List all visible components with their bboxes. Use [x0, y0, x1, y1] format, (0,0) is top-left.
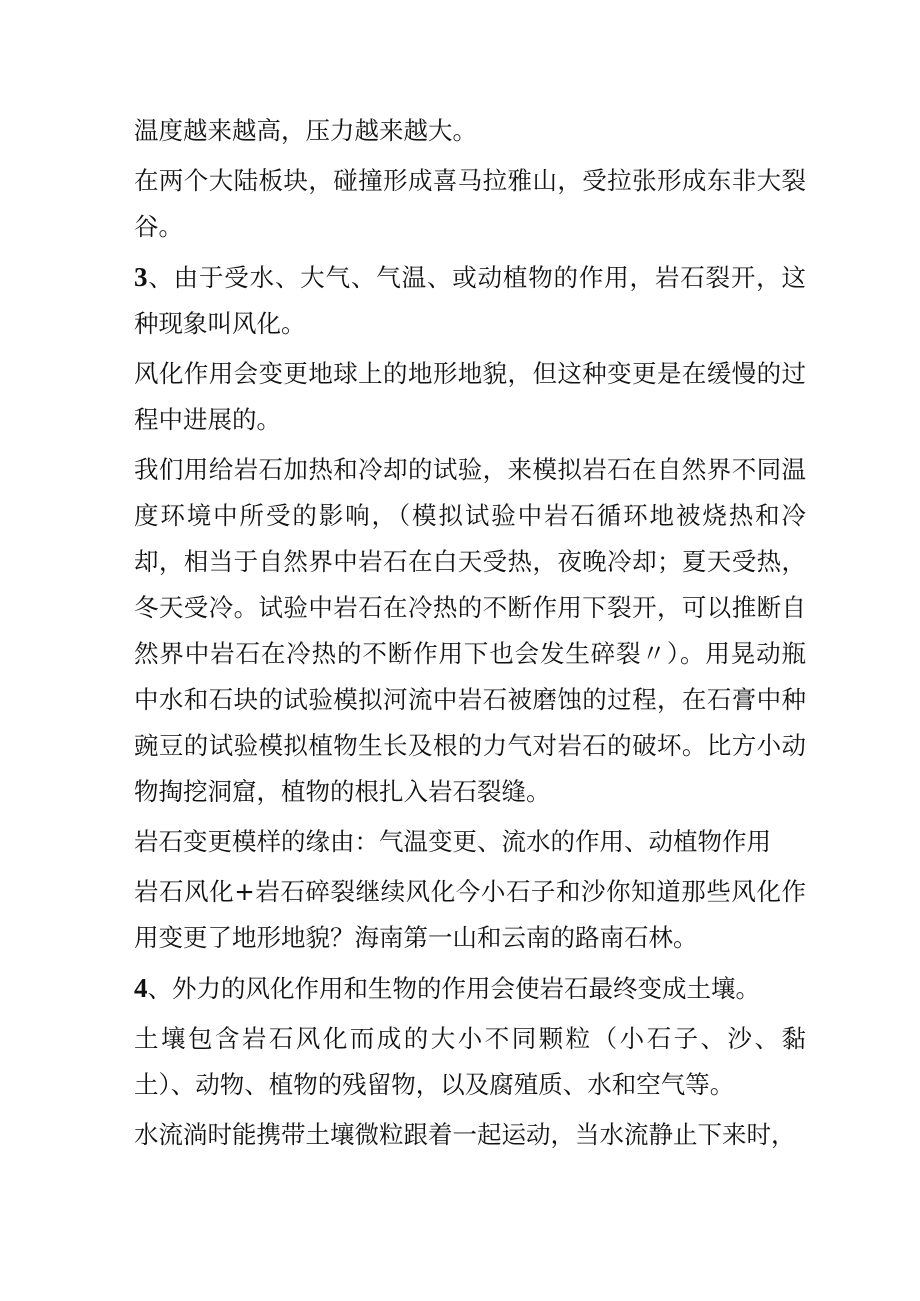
paragraph-2-text: 在两个大陆板块，碰撞形成喜马拉雅山，受拉张形成东非大裂谷。 — [134, 166, 806, 241]
paragraph-10-text: 水流淌时能携带土壤微粒跟着一起运动，当水流静止下来时， — [134, 1120, 796, 1149]
paragraph-4-text: 风化作用会变更地球上的地形地貌，但这种变更是在缓慢的过程中进展的。 — [134, 359, 806, 434]
paragraph-5 — [134, 447, 806, 815]
paragraph-8-text: 、外力的风化作用和生物的作用会使岩石最终变成土壤。 — [147, 974, 760, 1003]
paragraph-3-text: 、由于受水、大气、气温、或动植物的作用，岩石裂开，这种现象叫风化。 — [134, 263, 806, 338]
paragraph-8 — [134, 965, 806, 1012]
paragraph-7-text: 岩石风化+岩石碎裂继续风化今小石子和沙你知道那些风化作用变更了地形地貌？海南第一山和云南的路南石林。 — [134, 877, 806, 952]
paragraph-7 — [134, 869, 806, 961]
paragraph-9 — [134, 1016, 806, 1108]
paragraph-1 — [134, 108, 806, 154]
section-number-4: 4 — [134, 973, 148, 1003]
paragraph-4 — [134, 351, 806, 443]
paragraph-5-text: 我们用给岩石加热和冷却的试验，来模拟岩石在自然界不同温度环境中所受的影响，（模拟试验中岩石循环地被烧热和冷却，相当于自然界中岩石在白天受热，夜晚冷却；夏天受热，冬天受冷。试验中岩石在冷热的不断作用下裂开，可以推断自然界中岩石在冷热的不断作用下也会发生碎裂〃）。用晃动瓶中水和石块的试验模拟河流中岩石被磨蚀的过程，在石膏中种豌豆的试验模拟植物生长及根的力气对岩石的破坏。比方小动物掏挖洞窟，植物的根扎入岩石裂缝。 — [134, 455, 806, 806]
paragraph-6-text: 岩石变更模样的缘由：气温变更、流水的作用、动植物作用 — [134, 827, 771, 856]
paragraph-10 — [134, 1112, 806, 1158]
document-page — [134, 108, 806, 1162]
paragraph-6 — [134, 819, 806, 865]
paragraph-2 — [134, 158, 806, 250]
paragraph-3 — [134, 254, 806, 347]
section-number-3: 3 — [134, 262, 148, 292]
paragraph-1-text: 温度越来越高，压力越来越大。 — [134, 116, 477, 145]
paragraph-9-text: 土壤包含岩石风化而成的大小不同颗粒（小石子、沙、黏土）、动物、植物的残留物，以及腐殖质、水和空气等。 — [134, 1024, 806, 1099]
